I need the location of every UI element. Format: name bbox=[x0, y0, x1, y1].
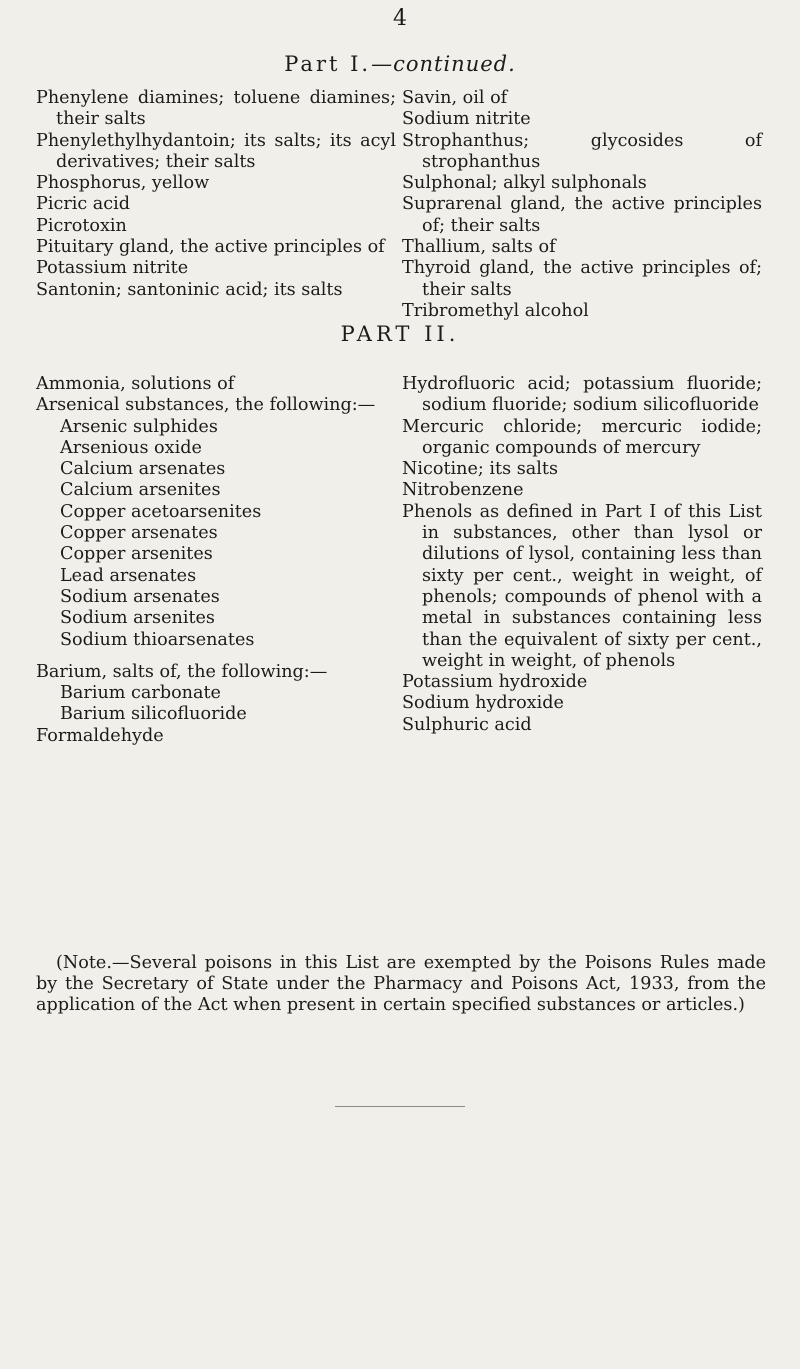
list-item: Sulphuric acid bbox=[402, 714, 532, 735]
sub-list-item: Sodium arsenites bbox=[60, 608, 215, 629]
list-item: Strophanthus; glycosides of strophanthus bbox=[402, 130, 762, 172]
list-item: Tribromethyl alcohol bbox=[402, 300, 589, 321]
part-two-heading: PART II. bbox=[340, 322, 460, 346]
sub-list-item: Copper arsenates bbox=[60, 523, 218, 544]
part-one-right-column bbox=[402, 88, 762, 322]
list-item-barium-heading: Barium, salts of, the following:— bbox=[36, 661, 328, 682]
list-item: Hydrofluoric acid; potassium fluoride; sodium fluoride; sodium silicofluoride bbox=[402, 374, 762, 416]
part-two-left-column bbox=[36, 374, 396, 747]
list-item: Phenylethylhydantoin; its salts; its acyl derivatives; their salts bbox=[36, 130, 396, 172]
list-item-formaldehyde: Formaldehyde bbox=[36, 725, 164, 746]
sub-list-item: Barium carbonate bbox=[60, 683, 221, 704]
list-item: Picrotoxin bbox=[36, 215, 127, 236]
list-item: Sodium hydroxide bbox=[402, 693, 564, 714]
sub-list-item: Arsenious oxide bbox=[60, 437, 202, 458]
list-item: Suprarenal gland, the active principles of; their salts bbox=[402, 194, 762, 236]
part-one-heading-main: Part I. bbox=[284, 52, 372, 76]
list-item: Picric acid bbox=[36, 194, 131, 215]
divider-rule bbox=[335, 1106, 465, 1107]
sub-list-item: Lead arsenates bbox=[60, 565, 197, 586]
list-item: Savin, oil of bbox=[402, 88, 508, 108]
list-item: Phenols as defined in Part I of this List in substances, other than lysol or dilutions of lysol, containing less than sixty per cent., weight in weight, of phenols; compounds of phenol with a metal in substances containing less than the equivalent of sixty per cent., weight in weight, of phenols bbox=[402, 501, 762, 671]
list-item: Mercuric chloride; mercuric iodide; organic compounds of mercury bbox=[402, 416, 762, 458]
list-item: Thyroid gland, the active principles of; their salts bbox=[402, 258, 762, 300]
exemption-note: (Note.—Several poisons in this List are exempted by the Poisons Rules made by the Secretary of State under the Pharmacy and Poisons Act, 1933, from the application of the Act when present in certain specified substances or articles.) bbox=[36, 952, 766, 1016]
list-item: Thallium, salts of bbox=[402, 237, 556, 258]
list-item: Nitrobenzene bbox=[402, 480, 524, 501]
sub-list-item: Sodium thioarsenates bbox=[60, 629, 255, 650]
sub-list-item: Calcium arsenates bbox=[60, 459, 226, 480]
list-item-arsenical-heading: Arsenical substances, the following:— bbox=[36, 395, 376, 416]
sub-list-item: Arsenic sulphides bbox=[60, 416, 218, 437]
list-item: Sodium nitrite bbox=[402, 109, 531, 130]
list-item: Sulphonal; alkyl sulphonals bbox=[402, 173, 647, 194]
page-number: 4 bbox=[393, 6, 407, 31]
sub-list-item: Calcium arsenites bbox=[60, 480, 221, 501]
list-item-ammonia: Ammonia, solutions of bbox=[36, 374, 235, 394]
part-two-right-column bbox=[402, 374, 762, 736]
list-item: Potassium nitrite bbox=[36, 258, 189, 279]
sub-list-item: Copper acetoarsenites bbox=[60, 501, 262, 522]
part-one-heading bbox=[0, 52, 800, 76]
list-item: Phosphorus, yellow bbox=[36, 173, 210, 194]
list-item: Phenylene diamines; toluene diamines; their salts bbox=[36, 88, 396, 130]
list-item: Potassium hydroxide bbox=[402, 672, 588, 693]
part-one-heading-continued: —continued. bbox=[371, 52, 516, 76]
list-item: Nicotine; its salts bbox=[402, 459, 558, 480]
part-one-left-column bbox=[36, 88, 396, 301]
list-item: Pituitary gland, the active principles of bbox=[36, 237, 385, 258]
sub-list-item: Sodium arsenates bbox=[60, 586, 220, 607]
sub-list-item: Barium silicofluoride bbox=[60, 704, 247, 725]
list-item: Santonin; santoninic acid; its salts bbox=[36, 279, 343, 300]
sub-list-item: Copper arsenites bbox=[60, 544, 213, 565]
